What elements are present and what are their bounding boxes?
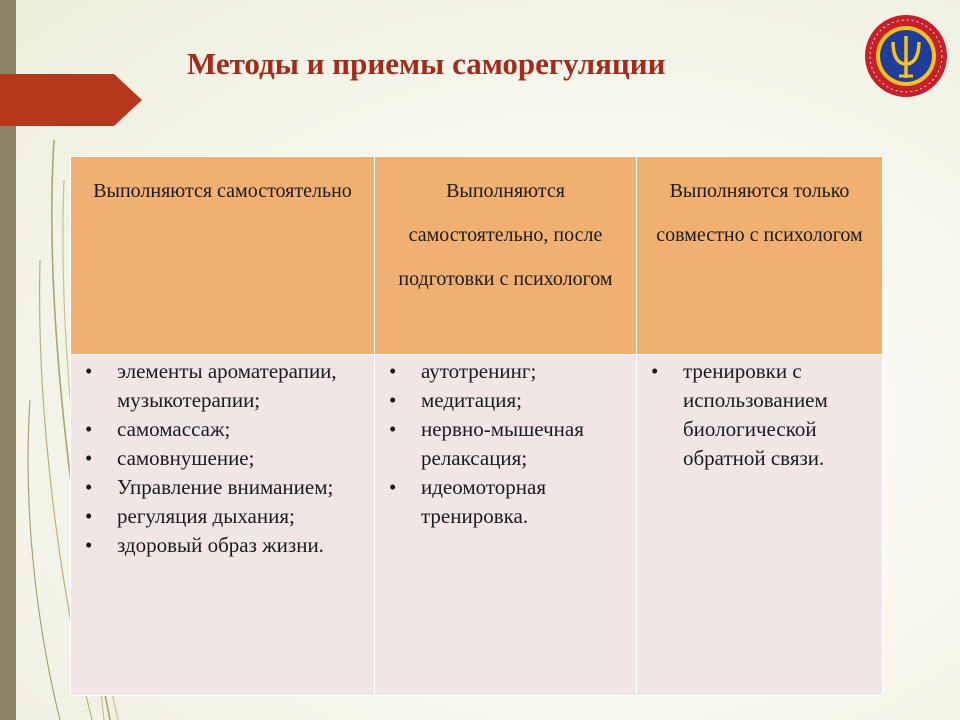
list-item: • регуляция дыхания; (71, 502, 366, 531)
list-item: • тренировки с использованием биологической обратной связи. (637, 357, 874, 473)
list-item: • аутотренинг; (375, 357, 628, 386)
list-item: • идеомоторная тренировка. (375, 473, 628, 531)
slide-title: Методы и приемы саморегуляции (187, 46, 666, 81)
header-with-psychologist-label: Выполняются только совместно с психологом (656, 180, 863, 246)
body-cell-self (71, 355, 375, 696)
methods-table (70, 156, 883, 696)
list-item: • медитация; (375, 386, 628, 415)
list-item: • здоровый образ жизни. (71, 531, 366, 560)
body-cell-after-training (375, 355, 637, 696)
after-training-methods-list (375, 357, 628, 531)
list-item: • элементы ароматерапии, музыкотерапии; (71, 357, 366, 415)
body-cell-with-psychologist (637, 355, 883, 696)
list-item: • Управление вниманием; (71, 473, 366, 502)
psi-emblem-icon (864, 14, 948, 98)
header-after-training-label: Выполняются самостоятельно, после подготовки с психологом (398, 180, 613, 290)
table-header-row (71, 157, 883, 355)
list-item: • самовнушение; (71, 444, 366, 473)
header-self-label: Выполняются самостоятельно (93, 180, 352, 202)
list-item: • нервно-мышечная релаксация; (375, 415, 628, 473)
header-cell-self (71, 157, 375, 355)
self-methods-list (71, 357, 366, 560)
header-cell-after-training (375, 157, 637, 355)
table-body-row (71, 355, 883, 696)
header-cell-with-psychologist (637, 157, 883, 355)
with-psychologist-methods-list (637, 357, 874, 473)
list-item: • самомассаж; (71, 415, 366, 444)
